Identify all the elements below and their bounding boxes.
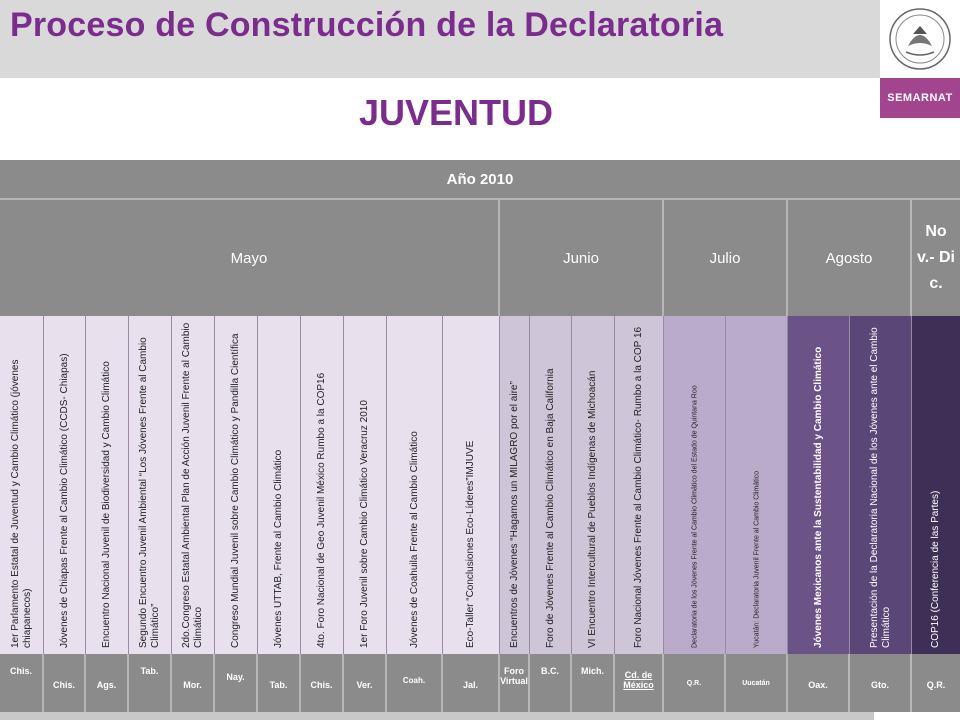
event-label: Jóvenes de Coahuila Frente al Cambio Climático xyxy=(408,431,420,648)
event-label: Jóvenes UTTAB, Frente al Cambio Climático xyxy=(273,449,284,648)
location-cell xyxy=(301,654,344,712)
event-label: Foro de Jóvenes Frente al Cambio Climático en Baja California xyxy=(544,368,556,648)
event-cell xyxy=(664,316,726,654)
event-cell xyxy=(530,316,572,654)
location-cell xyxy=(726,654,788,712)
location-label: Chis. xyxy=(9,666,32,676)
event-cell xyxy=(129,316,172,654)
location-label: Tab. xyxy=(269,680,288,690)
location-cell xyxy=(850,654,912,712)
month-july: Julio xyxy=(664,200,788,316)
location-label: Mor. xyxy=(183,680,202,690)
location-cell[interactable] xyxy=(615,654,664,712)
location-label: Chis. xyxy=(52,680,75,690)
year-header: Año 2010 xyxy=(0,160,960,200)
location-label: Chis. xyxy=(310,680,333,690)
location-cell xyxy=(500,654,530,712)
event-cell xyxy=(86,316,129,654)
event-label: VI Encuentro Intercultural de Pueblos Indígenas de Michoacán xyxy=(587,370,598,648)
location-label: B.C. xyxy=(541,666,559,676)
event-label: Jóvenes de Chiapas Frente al Cambio Climático (CCDS- Chiapas) xyxy=(58,353,70,648)
location-link[interactable]: Cd. de México xyxy=(623,670,654,690)
location-cell xyxy=(443,654,500,712)
location-cell xyxy=(172,654,215,712)
event-cell xyxy=(215,316,258,654)
mexican-seal-icon xyxy=(880,0,960,78)
locations-row xyxy=(0,654,960,712)
location-cell xyxy=(788,654,850,712)
event-cell xyxy=(788,316,850,654)
location-cell xyxy=(664,654,726,712)
event-label: Encuentros de Jóvenes “Hagamos un MILAGRO por el aire” xyxy=(508,381,520,648)
event-label: Jóvenes Mexicanos ante la Sustentabilidad y Cambio Climático xyxy=(812,346,824,648)
event-label: Congreso Mundial Juvenil sobre Cambio Climático y Pandilla Científica xyxy=(230,333,241,648)
event-label: Encuentro Nacional Juvenil de Biodiversidad y Cambio Climático xyxy=(101,361,112,648)
location-label: Ver. xyxy=(356,680,373,690)
month-may: Mayo xyxy=(0,200,500,316)
event-cell xyxy=(258,316,301,654)
location-cell xyxy=(44,654,86,712)
location-label: Oax. xyxy=(808,680,828,690)
event-cell xyxy=(301,316,344,654)
event-cell xyxy=(443,316,500,654)
location-cell xyxy=(912,654,960,712)
month-nov-dec: No v.- Di c. xyxy=(912,200,960,316)
event-label: Eco-Taller “Conclusiones Eco-Líderes”IMJUVE xyxy=(465,440,476,648)
event-label: Yucatán: Declaratoria Juvenil Frente al Cambio Climático xyxy=(753,470,760,648)
event-cell xyxy=(500,316,530,654)
bottom-strip xyxy=(0,712,874,720)
month-june: Junio xyxy=(500,200,664,316)
location-cell xyxy=(215,654,258,712)
location-cell xyxy=(572,654,615,712)
event-label: Segundo Encuentro Juvenil Ambiental “Los Jóvenes Frente al Cambio Climático” xyxy=(138,337,161,648)
location-label: Q.R. xyxy=(926,680,946,690)
event-label: Declaratoria de los Jóvenes Frente al Cambio Climático del Estado de Quintana Roo xyxy=(691,385,698,648)
location-cell xyxy=(86,654,129,712)
location-cell xyxy=(344,654,387,712)
event-cell xyxy=(387,316,443,654)
page-title: Proceso de Construcción de la Declaratoria xyxy=(10,6,724,44)
location-label: Nay. xyxy=(226,672,245,682)
event-cell xyxy=(172,316,215,654)
location-label: Ags. xyxy=(96,680,117,690)
events-row xyxy=(0,316,960,654)
location-label: Foro Virtual xyxy=(500,666,528,686)
location-label: Coah. xyxy=(402,676,426,685)
location-label: Tab. xyxy=(140,666,159,676)
location-cell xyxy=(258,654,301,712)
location-label: Jal. xyxy=(462,680,478,690)
event-cell xyxy=(615,316,664,654)
location-label: Mich. xyxy=(580,666,604,676)
event-cell xyxy=(850,316,912,654)
event-label: 4to. Foro Nacional de Geo Juvenil México Rumbo a la COP16 xyxy=(316,372,327,648)
event-cell xyxy=(44,316,86,654)
event-label: 2do.Congreso Estatal Ambiental Plan de Acción Juvenil Frente al Cambio Climático xyxy=(181,322,204,648)
month-august: Agosto xyxy=(788,200,912,316)
event-label: Foro Nacional Jóvenes Frente al Cambio Climático- Rumbo a la COP 16 xyxy=(633,326,644,648)
event-label: 1er Foro Juvenil sobre Cambio Climático Veracruz 2010 xyxy=(359,400,370,648)
event-cell xyxy=(344,316,387,654)
event-cell xyxy=(572,316,615,654)
location-label: Uucatán xyxy=(742,680,770,687)
location-cell xyxy=(0,654,44,712)
location-label: Gto. xyxy=(871,680,889,690)
event-cell xyxy=(726,316,788,654)
location-cell xyxy=(129,654,172,712)
section-subtitle: JUVENTUD xyxy=(358,92,554,133)
event-label: 1er Parlamento Estatal de Juventud y Cambio Climático (jóvenes chiapanecos) xyxy=(9,359,33,648)
event-cell xyxy=(0,316,44,654)
location-cell xyxy=(387,654,443,712)
location-label: Q.R. xyxy=(686,680,702,687)
location-cell xyxy=(530,654,572,712)
semarnat-logo: SEMARNAT xyxy=(880,78,960,118)
event-label: COP16 (Conferencia de las Partes) xyxy=(930,490,941,648)
event-cell xyxy=(912,316,960,654)
event-label: Presentación de la Declaratoria Nacional de los Jóvenes ante el Cambio Climático xyxy=(868,327,892,648)
